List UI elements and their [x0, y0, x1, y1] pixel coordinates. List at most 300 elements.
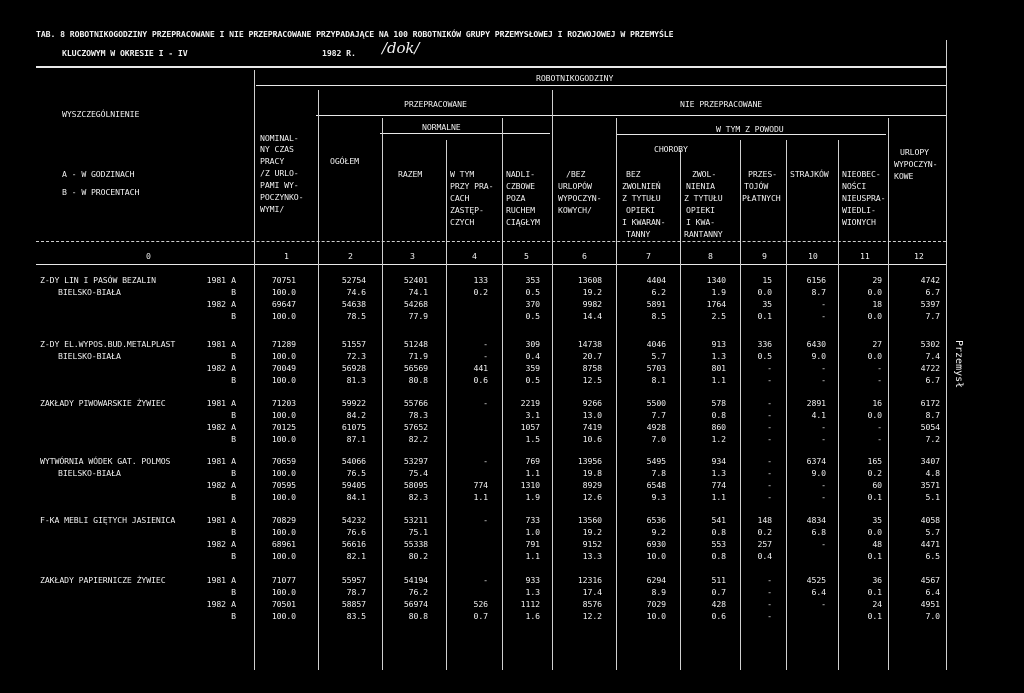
table-cell: 7.4	[925, 351, 940, 361]
table-cell: -	[821, 480, 826, 490]
colnum-6: 6	[582, 251, 587, 261]
table-cell: 1340	[706, 275, 726, 285]
table-cell: 19.2	[582, 287, 602, 297]
table-cell: 70501	[271, 599, 296, 609]
header-nieobec-2: NOŚCI	[842, 181, 867, 191]
row-name: Z-DY LIN I PASÓW BEZALIN	[40, 275, 156, 285]
table-cell: -	[821, 434, 826, 444]
header-przeprac: PRZEPRACOWANE	[404, 99, 467, 109]
table-cell: 53297	[403, 456, 428, 466]
table-cell: 1981	[206, 398, 226, 408]
table-cell: 56569	[403, 363, 428, 373]
table-cell: 8.1	[651, 375, 666, 385]
table-cell: 1.6	[525, 611, 540, 621]
table-cell: -	[767, 398, 772, 408]
header-bez-5: I KWARAN-	[622, 217, 666, 227]
table-cell: 78.7	[346, 587, 366, 597]
row-name: Z-DY EL.WYPOS.BUD.METALPLAST	[40, 339, 176, 349]
table-cell: 5703	[646, 363, 666, 373]
table-cell: 2219	[520, 398, 540, 408]
table-cell: 52401	[403, 275, 428, 285]
table-cell: 1982	[206, 599, 226, 609]
header-w-tym-3: CACH	[450, 193, 470, 203]
table-cell: 4.8	[925, 468, 940, 478]
table-cell: 6172	[920, 398, 940, 408]
table-cell: 0.2	[757, 527, 772, 537]
table-cell: 1.0	[525, 527, 540, 537]
table-cell: 6930	[646, 539, 666, 549]
colnum-1: 1	[284, 251, 289, 261]
table-cell: 769	[525, 456, 540, 466]
table-cell: 860	[711, 422, 726, 432]
table-cell: -	[483, 456, 488, 466]
header-unit-a: A - W GODZINACH	[62, 169, 135, 179]
table-cell: 5500	[646, 398, 666, 408]
table-cell: -	[767, 456, 772, 466]
table-cell: 70125	[271, 422, 296, 432]
table-cell: 4404	[646, 275, 666, 285]
table-cell: 2.5	[711, 311, 726, 321]
table-cell: -	[821, 299, 826, 309]
table-cell: 1.5	[525, 434, 540, 444]
table-cell: 1981	[206, 275, 226, 285]
colnum-rule	[36, 264, 946, 265]
table-cell: 553	[711, 539, 726, 549]
header-nadlicz-4: RUCHEM	[506, 205, 535, 215]
table-cell: 4834	[806, 515, 826, 525]
table-cell: 80.8	[408, 611, 428, 621]
table-cell: 100.0	[271, 492, 296, 502]
table-cell: 1982	[206, 480, 226, 490]
table-cell: 55766	[403, 398, 428, 408]
table-cell: 19.8	[582, 468, 602, 478]
row-name: ZAKŁADY PAPIERNICZE ŻYWIEC	[40, 575, 166, 585]
header-bez-2: ZWOLNIEŃ	[622, 181, 661, 191]
header-nominal-2: NY CZAS	[260, 144, 294, 154]
table-cell: 1982	[206, 422, 226, 432]
table-cell: 336	[757, 339, 772, 349]
table-cell: 10.0	[646, 551, 666, 561]
table-cell: 0.0	[867, 311, 882, 321]
table-cell: -	[767, 375, 772, 385]
table-cell: 4951	[920, 599, 940, 609]
table-cell: B	[231, 375, 236, 385]
table-cell: 3571	[920, 480, 940, 490]
table-cell: 1982	[206, 363, 226, 373]
table-cell: 55957	[341, 575, 366, 585]
table-cell: 24	[872, 599, 882, 609]
table-cell: 801	[711, 363, 726, 373]
table-cell: A	[231, 363, 236, 373]
header-nadlicz-3: POZA	[506, 193, 526, 203]
table-cell: -	[767, 363, 772, 373]
table-cell: 10.0	[646, 611, 666, 621]
table-cell: 8576	[582, 599, 602, 609]
table-cell: -	[483, 398, 488, 408]
colnum-10: 10	[808, 251, 818, 261]
table-cell: 1057	[520, 422, 540, 432]
table-cell: 5302	[920, 339, 940, 349]
handwritten-note: /dok/	[382, 39, 420, 57]
header-razem: RAZEM	[398, 169, 423, 179]
table-cell: 0.4	[757, 551, 772, 561]
header-bez-1: BEZ	[626, 169, 641, 179]
table-cell: 5.7	[651, 351, 666, 361]
table-cell: -	[767, 575, 772, 585]
col-divider-12	[888, 118, 889, 670]
table-cell: 13.3	[582, 551, 602, 561]
table-cell: -	[877, 422, 882, 432]
header-bez-urlopu-1: /BEZ	[566, 169, 586, 179]
header-przes-2: TOJÓW	[744, 181, 769, 191]
table-cell: 165	[867, 456, 882, 466]
header-urlopy-1: URLOPY	[900, 147, 929, 157]
header-nieobec-1: NIEOBEC-	[842, 169, 881, 179]
table-cell: 353	[525, 275, 540, 285]
table-cell: 70829	[271, 515, 296, 525]
table-cell: -	[483, 351, 488, 361]
table-cell: 59405	[341, 480, 366, 490]
table-cell: 13.0	[582, 410, 602, 420]
table-cell: 14.4	[582, 311, 602, 321]
header-nominal-7: WYMI/	[260, 204, 285, 214]
table-cell: A	[231, 456, 236, 466]
header-bez-6: TANNY	[626, 229, 651, 239]
table-cell: 3407	[920, 456, 940, 466]
table-cell: 80.8	[408, 375, 428, 385]
header-bez-4: OPIEKI	[626, 205, 655, 215]
table-cell: 53211	[403, 515, 428, 525]
table-cell: 0.1	[757, 311, 772, 321]
table-cell: 74.6	[346, 287, 366, 297]
table-cell: 12.5	[582, 375, 602, 385]
table-cell: -	[767, 611, 772, 621]
table-cell: A	[231, 275, 236, 285]
table-cell: 100.0	[271, 311, 296, 321]
table-cell: 1.9	[711, 287, 726, 297]
table-cell: 9982	[582, 299, 602, 309]
table-cell: 4742	[920, 275, 940, 285]
table-cell: 54232	[341, 515, 366, 525]
col-divider-9	[740, 140, 741, 670]
table-cell: 0.1	[867, 587, 882, 597]
table-cell: A	[231, 515, 236, 525]
table-cell: 1.1	[711, 492, 726, 502]
table-cell: 9266	[582, 398, 602, 408]
table-cell: 12.2	[582, 611, 602, 621]
table-cell: 4722	[920, 363, 940, 373]
table-cell: -	[821, 311, 826, 321]
table-cell: 8.7	[925, 410, 940, 420]
table-cell: 100.0	[271, 468, 296, 478]
table-cell: 0.6	[711, 611, 726, 621]
table-cell: 7.0	[925, 611, 940, 621]
table-cell: 5891	[646, 299, 666, 309]
header-zwol-2: NIENIA	[686, 181, 715, 191]
table-cell: 7029	[646, 599, 666, 609]
table-cell: 0.2	[473, 287, 488, 297]
colnum-4: 4	[472, 251, 477, 261]
sub-rule	[316, 115, 946, 116]
table-cell: 9152	[582, 539, 602, 549]
table-cell: 56616	[341, 539, 366, 549]
table-cell: 6156	[806, 275, 826, 285]
table-cell: 8929	[582, 480, 602, 490]
col-divider-3	[382, 118, 383, 670]
table-cell: 54268	[403, 299, 428, 309]
table-cell: 6430	[806, 339, 826, 349]
colnum-3: 3	[410, 251, 415, 261]
table-cell: 133	[473, 275, 488, 285]
table-cell: 35	[762, 299, 772, 309]
table-cell: 0.5	[757, 351, 772, 361]
side-note: Przemysł	[953, 340, 964, 389]
table-cell: 0.0	[867, 287, 882, 297]
table-cell: 70751	[271, 275, 296, 285]
header-bez-urlopu-4: KOWYCH/	[558, 205, 592, 215]
header-ogolem: OGÓŁEM	[330, 156, 359, 166]
table-cell: B	[231, 468, 236, 478]
table-cell: 75.4	[408, 468, 428, 478]
table-cell: 1981	[206, 339, 226, 349]
table-cell: 71203	[271, 398, 296, 408]
table-cell: 54066	[341, 456, 366, 466]
header-unit-b: B - W PROCENTACH	[62, 187, 140, 197]
table-cell: 9.0	[811, 468, 826, 478]
header-nieobec-5: WIONYCH	[842, 217, 876, 227]
table-cell: 0.6	[473, 375, 488, 385]
table-cell: 6.5	[925, 551, 940, 561]
table-cell: 56974	[403, 599, 428, 609]
table-cell: 0.1	[867, 492, 882, 502]
table-cell: 29	[872, 275, 882, 285]
col-divider-10	[786, 140, 787, 670]
table-cell: 78.5	[346, 311, 366, 321]
header-bez-urlopu-2: URLOPÓW	[558, 181, 592, 191]
table-cell: 6.7	[925, 375, 940, 385]
table-cell: B	[231, 551, 236, 561]
table-cell: 1.3	[711, 468, 726, 478]
table-cell: -	[767, 434, 772, 444]
table-cell: 913	[711, 339, 726, 349]
header-w-tym-4: ZASTĘP-	[450, 205, 484, 215]
table-cell: 9.3	[651, 492, 666, 502]
table-cell: 0.5	[525, 287, 540, 297]
table-cell: 36	[872, 575, 882, 585]
table-subtitle: KLUCZOWYM W OKRESIE I - IV	[62, 48, 188, 58]
table-cell: 1.1	[525, 551, 540, 561]
table-cell: 1981	[206, 515, 226, 525]
table-cell: 82.3	[408, 492, 428, 502]
table-cell: 6.2	[651, 287, 666, 297]
col-divider-7	[616, 118, 617, 670]
table-cell: 6536	[646, 515, 666, 525]
table-cell: 61075	[341, 422, 366, 432]
table-cell: A	[231, 599, 236, 609]
normal-rule	[380, 133, 550, 134]
colnum-5: 5	[524, 251, 529, 261]
table-cell: 13608	[577, 275, 602, 285]
col-divider-right	[946, 40, 947, 670]
table-cell: -	[877, 363, 882, 373]
header-zwol-6: RANTANNY	[684, 229, 723, 239]
table-cell: 0.1	[867, 611, 882, 621]
colnum-11: 11	[860, 251, 870, 261]
table-cell: A	[231, 480, 236, 490]
header-urlopy-2: WYPOCZYN-	[894, 159, 938, 169]
table-cell: 100.0	[271, 351, 296, 361]
table-cell: 71.9	[408, 351, 428, 361]
table-cell: 82.2	[408, 434, 428, 444]
top-rule	[36, 66, 946, 68]
table-cell: 1.3	[525, 587, 540, 597]
table-cell: 27	[872, 339, 882, 349]
table-cell: 4567	[920, 575, 940, 585]
table-cell: B	[231, 527, 236, 537]
table-cell: 84.1	[346, 492, 366, 502]
table-cell: B	[231, 311, 236, 321]
colnum-8: 8	[708, 251, 713, 261]
robot-rule	[256, 85, 946, 86]
table-cell: 16	[872, 398, 882, 408]
table-cell: 6.7	[925, 287, 940, 297]
table-cell: 6374	[806, 456, 826, 466]
table-cell: 100.0	[271, 527, 296, 537]
table-cell: 774	[711, 480, 726, 490]
table-cell: 10.6	[582, 434, 602, 444]
table-cell: 71077	[271, 575, 296, 585]
table-cell: 100.0	[271, 287, 296, 297]
header-nominal-4: /Z URLO-	[260, 168, 299, 178]
table-cell: 0.8	[711, 410, 726, 420]
table-cell: -	[767, 410, 772, 420]
table-cell: 1981	[206, 575, 226, 585]
header-przes-1: PRZES-	[748, 169, 777, 179]
table-cell: 60	[872, 480, 882, 490]
table-cell: 511	[711, 575, 726, 585]
table-cell: -	[483, 339, 488, 349]
table-cell: 4046	[646, 339, 666, 349]
table-cell: -	[483, 515, 488, 525]
header-zwol-4: OPIEKI	[686, 205, 715, 215]
table-title: TAB. 8 ROBOTNIKOGODZINY PRZEPRACOWANE I NIE PRZEPRACOWANE PRZYPADAJĄCE NA 100 ROBOTNIKÓW GRUPY PRZEMYSŁOWEJ I ROZWOJOWEJ W PRZEMYŚLE	[36, 29, 674, 39]
col-divider-4	[446, 140, 447, 670]
header-przes-3: PŁATNYCH	[742, 193, 781, 203]
table-cell: A	[231, 299, 236, 309]
header-nadlicz-2: CZBOWE	[506, 181, 535, 191]
table-cell: -	[821, 599, 826, 609]
table-cell: 7.7	[651, 410, 666, 420]
header-urlopy-3: KOWE	[894, 171, 914, 181]
table-cell: 1.2	[711, 434, 726, 444]
table-cell: A	[231, 339, 236, 349]
table-cell: 54194	[403, 575, 428, 585]
table-cell: 55338	[403, 539, 428, 549]
table-cell: 13956	[577, 456, 602, 466]
table-cell: 57652	[403, 422, 428, 432]
table-cell: 5495	[646, 456, 666, 466]
table-cell: 309	[525, 339, 540, 349]
table-cell: 70659	[271, 456, 296, 466]
table-cell: 148	[757, 515, 772, 525]
table-cell: 76.5	[346, 468, 366, 478]
table-cell: 12316	[577, 575, 602, 585]
table-cell: 51248	[403, 339, 428, 349]
table-cell: 257	[757, 539, 772, 549]
table-cell: 5397	[920, 299, 940, 309]
col-divider-5	[502, 118, 503, 670]
table-cell: -	[821, 422, 826, 432]
table-cell: 0.0	[867, 410, 882, 420]
table-cell: 9.0	[811, 351, 826, 361]
powodu-rule	[616, 134, 886, 135]
header-w-tym-1: W TYM	[450, 169, 475, 179]
table-cell: B	[231, 587, 236, 597]
table-cell: 35	[872, 515, 882, 525]
table-cell: B	[231, 434, 236, 444]
table-cell: 12.6	[582, 492, 602, 502]
table-cell: 1982	[206, 539, 226, 549]
table-cell: 6548	[646, 480, 666, 490]
table-cell: -	[767, 480, 772, 490]
colnum-7: 7	[646, 251, 651, 261]
table-cell: 5.1	[925, 492, 940, 502]
table-cell: -	[821, 539, 826, 549]
table-cell: -	[767, 599, 772, 609]
table-cell: 5.7	[925, 527, 940, 537]
table-cell: 71289	[271, 339, 296, 349]
table-cell: 441	[473, 363, 488, 373]
table-cell: 80.2	[408, 551, 428, 561]
row-name: WYTWÓRNIA WÓDEK GAT. POLMOS	[40, 456, 171, 466]
table-cell: 75.1	[408, 527, 428, 537]
table-cell: -	[483, 575, 488, 585]
table-cell: 87.1	[346, 434, 366, 444]
table-cell: 58857	[341, 599, 366, 609]
row-name-city: BIELSKO-BIAŁA	[58, 287, 121, 297]
table-cell: 1981	[206, 456, 226, 466]
table-cell: A	[231, 422, 236, 432]
table-cell: 0.0	[757, 287, 772, 297]
table-cell: 4928	[646, 422, 666, 432]
table-cell: A	[231, 398, 236, 408]
table-cell: 7419	[582, 422, 602, 432]
table-cell: 8.9	[651, 587, 666, 597]
table-cell: A	[231, 575, 236, 585]
table-cell: 7.0	[651, 434, 666, 444]
table-cell: -	[767, 492, 772, 502]
row-name-city: BIELSKO-BIAŁA	[58, 351, 121, 361]
col-divider-1	[254, 70, 255, 670]
colnum-2: 2	[348, 251, 353, 261]
header-spec: WYSZCZEGÓLNIENIE	[62, 109, 140, 119]
table-cell: A	[231, 539, 236, 549]
table-cell: 5054	[920, 422, 940, 432]
table-cell: 72.3	[346, 351, 366, 361]
table-cell: 0.0	[867, 351, 882, 361]
table-cell: 78.3	[408, 410, 428, 420]
table-cell: 4058	[920, 515, 940, 525]
table-cell: 59922	[341, 398, 366, 408]
table-cell: 58095	[403, 480, 428, 490]
table-cell: 82.1	[346, 551, 366, 561]
table-cell: 774	[473, 480, 488, 490]
header-nominal-3: PRACY	[260, 156, 285, 166]
header-bez-urlopu-3: WYPOCZYN-	[558, 193, 602, 203]
table-cell: 428	[711, 599, 726, 609]
header-zwol-1: ZWOL-	[692, 169, 717, 179]
table-cell: B	[231, 492, 236, 502]
